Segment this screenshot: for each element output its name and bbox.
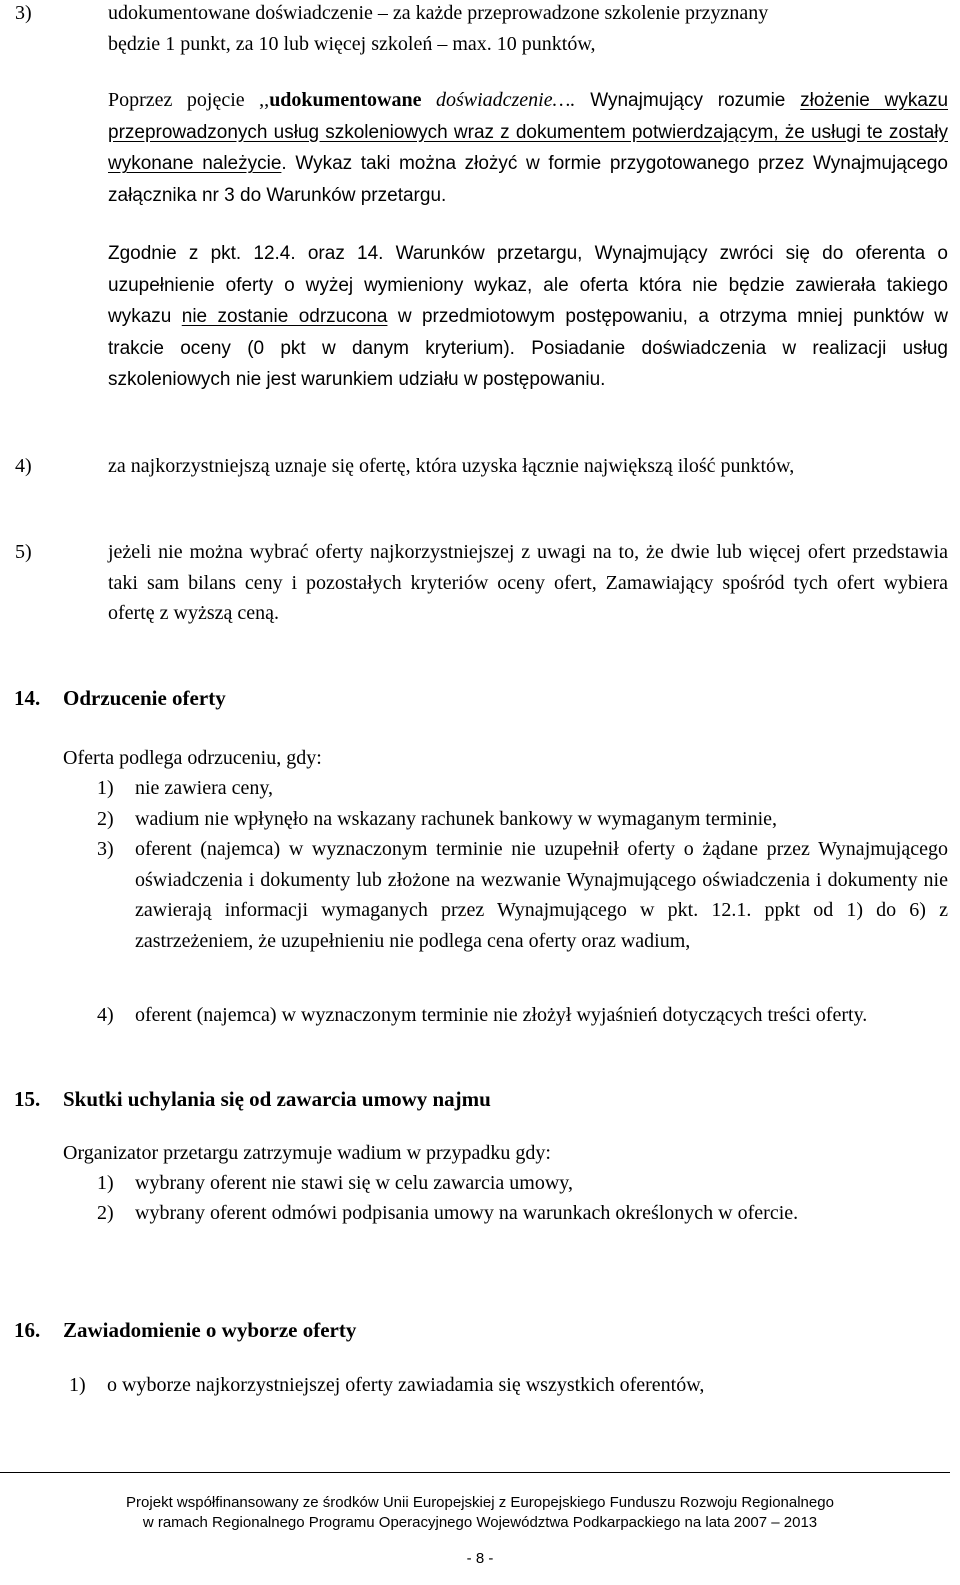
experience-definition bbox=[108, 85, 948, 211]
list-number: 5) bbox=[15, 541, 32, 563]
list-text: nie zawiera ceny, bbox=[135, 777, 274, 799]
section-15-number: 15. bbox=[14, 1087, 41, 1111]
definition-term-bold: udokumentowane bbox=[269, 89, 422, 111]
supplement-text-2: w przedmiotowym postępowaniu, a otrzyma mniej punktów w trakcie oceny (0 pkt w danym kryterium). bbox=[108, 306, 948, 359]
section-16-title: Zawiadomienie o wyborze oferty bbox=[63, 1318, 357, 1342]
definition-term-italic: doświadczenie…. bbox=[421, 89, 576, 111]
list-number: 1) bbox=[97, 1172, 114, 1194]
section-14-number: 14. bbox=[14, 686, 41, 710]
criterion-3 bbox=[108, 0, 948, 59]
list-text: oferent (najemca) w wyznaczonym terminie nie uzupełnił oferty o żądane przez Wynajmującego oświadczenia i dokumenty lub złożone na wezwanie Wynajmującego oświadczenia i dokumenty nie zawierają informacji wymaganych przez Wynajmującego w pkt. 12.1. ppkt od 1) do 6) z zastrzeżeniem, że uzupełnieniu nie podlega cena oferty oraz wadium, bbox=[135, 838, 948, 952]
list-text: wadium nie wpłynęło na wskazany rachunek bankowy w wymaganym terminie, bbox=[135, 808, 778, 830]
footer-line-2: w ramach Regionalnego Programu Operacyjnego Województwa Podkarpackiego na lata 2007 – 2013 bbox=[142, 1514, 818, 1531]
criterion-3-line-1: udokumentowane doświadczenie – za każde przeprowadzone szkolenie przyznany bbox=[108, 2, 769, 24]
list-number: 3) bbox=[97, 838, 114, 860]
rule-4: za najkorzystniejszą uznaje się ofertę, która uzyska łącznie największą ilość punktów, bbox=[108, 455, 795, 477]
list-text: wybrany oferent nie stawi się w celu zawarcia umowy, bbox=[135, 1172, 573, 1194]
list-number: 1) bbox=[97, 777, 114, 799]
definition-intro: Poprzez pojęcie ,, bbox=[108, 89, 270, 111]
section-15-title: Skutki uchylania się od zawarcia umowy najmu bbox=[63, 1087, 491, 1111]
experience-note: Posiadanie doświadczenia w realizacji usług szkoleniowych nie jest warunkiem udziału w postępowaniu. bbox=[108, 337, 948, 391]
footer-divider bbox=[0, 1472, 950, 1473]
list-text: o wyborze najkorzystniejszej oferty zawiadamia się wszystkich oferentów, bbox=[107, 1374, 705, 1396]
list-number: 3) bbox=[15, 2, 32, 24]
list-number: 4) bbox=[97, 1004, 114, 1026]
list-number: 4) bbox=[15, 455, 32, 477]
list-number: 1) bbox=[69, 1374, 86, 1396]
list-text: oferent (najemca) w wyznaczonym terminie nie złożył wyjaśnień dotyczących treści oferty. bbox=[135, 1004, 868, 1026]
supplement-ref: Zgodnie z pkt. 12.4. oraz 14. bbox=[108, 243, 384, 264]
list-number: 2) bbox=[97, 1202, 114, 1224]
definition-underlined: złożenie wykazu przeprowadzonych usług szkoleniowych wraz z dokumentem potwierdzającym, że usługi te zostały wykonane należycie bbox=[108, 90, 949, 175]
section-16-number: 16. bbox=[14, 1318, 41, 1342]
rule-5: jeżeli nie można wybrać oferty najkorzystniejszej z uwagi na to, że dwie lub więcej ofert przedstawia taki sam bilans ceny i pozostałych kryteriów oceny ofert, Zamawiający spośród tych ofert wybiera ofertę z wyższą ceną. bbox=[108, 541, 948, 625]
list-number: 2) bbox=[97, 808, 114, 830]
definition-lead: Wynajmujący rozumie bbox=[575, 90, 801, 111]
supplement-text: Warunków przetargu, Wynajmujący zwróci się do oferenta o uzupełnienie oferty o wyżej wymieniony wykaz, ale oferta która nie będzie zawierała takiego wykazu bbox=[108, 243, 949, 328]
list-text: wybrany oferent odmówi podpisania umowy na warunkach określonych w ofercie. bbox=[135, 1202, 799, 1224]
section-14-intro: Oferta podlega odrzuceniu, gdy: bbox=[63, 747, 322, 769]
page-number: - 8 - bbox=[466, 1550, 494, 1567]
not-rejected-underlined: nie zostanie odrzucona bbox=[181, 306, 388, 328]
definition-rest: . Wykaz taki można złożyć w formie przygotowanego przez Wynajmującego załącznika nr 3 do Warunków przetargu. bbox=[108, 153, 948, 206]
section-14-title: Odrzucenie oferty bbox=[63, 686, 226, 710]
footer-line-1: Projekt współfinansowany ze środków Unii Europejskiej z Europejskiego Funduszu Rozwoju Regionalnego bbox=[126, 1494, 834, 1511]
criterion-3-line-2: będzie 1 punkt, za 10 lub więcej szkoleń – max. 10 punktów, bbox=[108, 32, 596, 55]
section-15-intro: Organizator przetargu zatrzymuje wadium w przypadku gdy: bbox=[63, 1142, 551, 1164]
supplement-paragraph bbox=[108, 238, 948, 396]
